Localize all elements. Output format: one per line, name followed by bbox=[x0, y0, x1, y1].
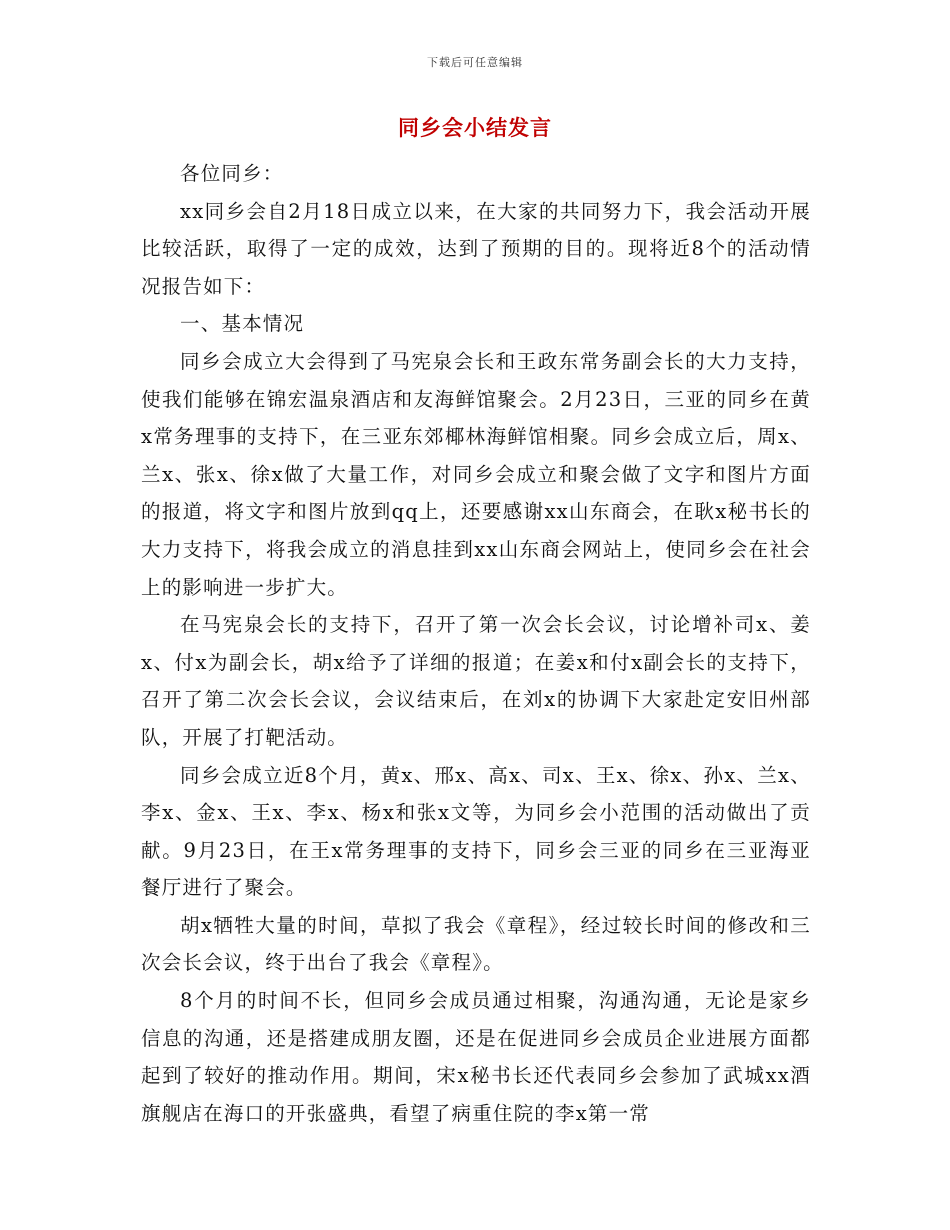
header-note: 下载后可任意编辑 bbox=[427, 56, 523, 69]
paragraph: 在马宪泉会长的支持下，召开了第一次会长会议，讨论增补司x、姜x、付x为副会长，胡x给予了详细的报道；在姜x和付x副会长的支持下，召开了第二次会长会议，会议结束后，在刘x的协调下大家赴定安旧州部队，开展了打靶活动。 bbox=[141, 613, 811, 749]
paragraph: 同乡会成立近8个月，黄x、邢x、高x、司x、王x、徐x、孙x、兰x、李x、金x、王x、李x、杨x和张x文等，为同乡会小范围的活动做出了贡献。9月23日，在王x常务理事的支持下，同乡会三亚的同乡在三亚海亚餐厅进行了聚会。 bbox=[141, 763, 811, 900]
paragraph: 8个月的时间不长，但同乡会成员通过相聚，沟通沟通，无论是家乡信息的沟通，还是搭建成朋友圈，还是在促进同乡会成员企业进展方面都起到了较好的推动作用。期间，宋x秘书长还代表同乡会参加了武城xx酒旗舰店在海口的开张盛典，看望了病重住院的李x第一常 bbox=[141, 989, 811, 1125]
document-body bbox=[141, 155, 811, 1132]
paragraph: 同乡会成立大会得到了马宪泉会长和王政东常务副会长的大力支持，使我们能够在锦宏温泉酒店和友海鲜馆聚会。2月23日，三亚的同乡在黄x常务理事的支持下，在三亚东郊椰林海鲜馆相聚。同乡会成立后，周x、兰x、张x、徐x做了大量工作，对同乡会成立和聚会做了文字和图片方面的报道，将文字和图片放到qq上，还要感谢xx山东商会，在耿x秘书长的大力支持下，将我会成立的消息挂到xx山东商会网站上，使同乡会在社会上的影响进一步扩大。 bbox=[141, 349, 811, 599]
greeting: 各位同乡： bbox=[180, 162, 284, 185]
document-title: 同乡会小结发言 bbox=[398, 115, 552, 140]
paragraph-intro: xx同乡会自2月18日成立以来，在大家的共同努力下，我会活动开展比较活跃，取得了一定的成效，达到了预期的目的。现将近8个的活动情况报告如下： bbox=[141, 199, 811, 298]
section-heading: 一、基本情况 bbox=[180, 312, 305, 336]
paragraph: 胡x牺牲大量的时间，草拟了我会《章程》，经过较长时间的修改和三次会长会议，终于出台了我会《章程》。 bbox=[141, 913, 811, 975]
